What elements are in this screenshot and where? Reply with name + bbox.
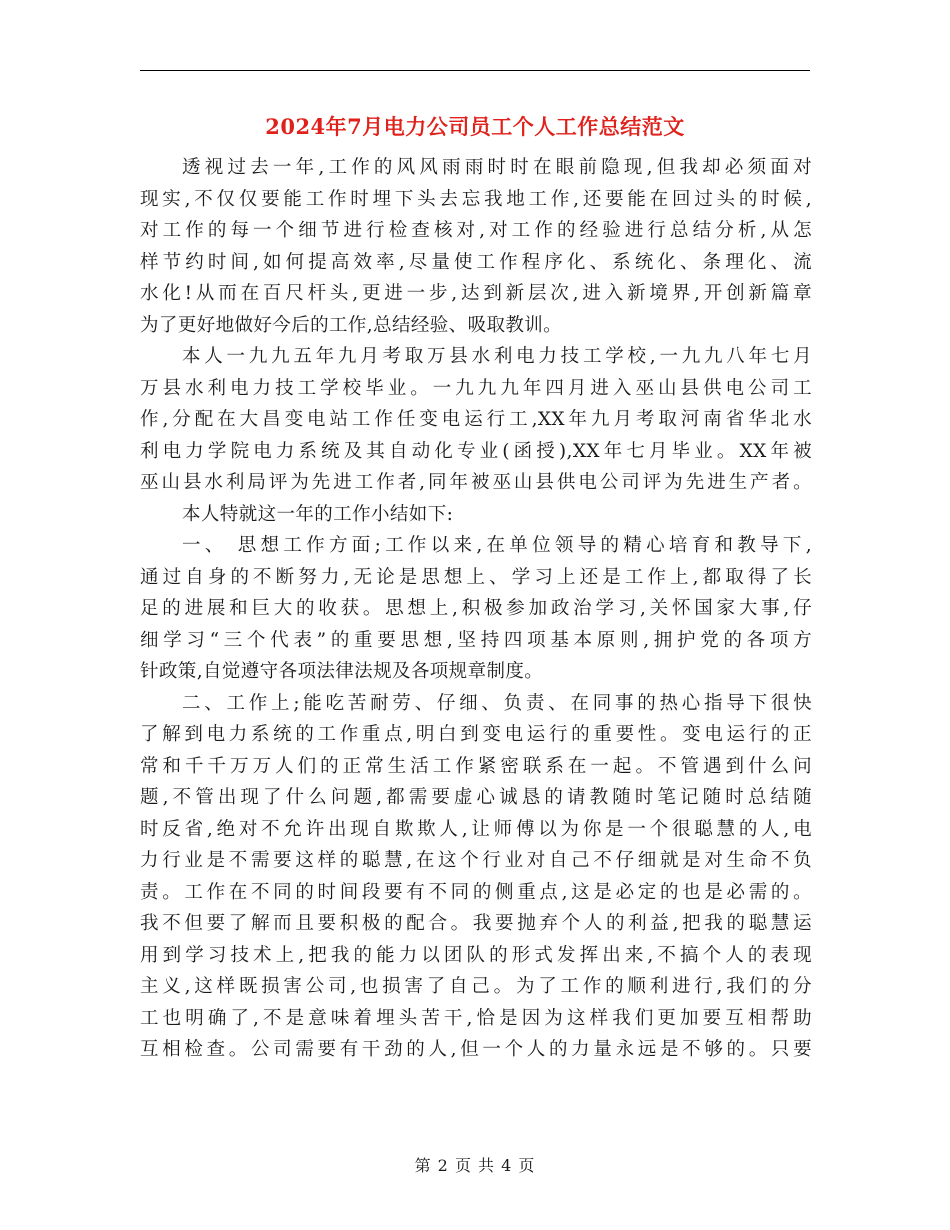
text-line: 主义,这样既损害公司,也损害了自己。为了工作的顺利进行,我们的分: [140, 976, 812, 997]
text-line: 我不但要了解而且要积极的配合。我要抛弃个人的利益,把我的聪慧运: [140, 913, 812, 934]
text-line: 本人一九九五年九月考取万县水利电力技工学校,一九九八年七月: [182, 346, 812, 367]
text-line: 本人特就这一年的工作小结如下:: [182, 503, 454, 525]
text-line: 一、 思想工作方面;工作以来,在单位领导的精心培育和教导下,: [182, 535, 812, 556]
text-line: 时反省,绝对不允许出现自欺欺人,让师傅以为你是一个很聪慧的人,电: [140, 818, 812, 840]
text-line: 万县水利电力技工学校毕业。一九九九年四月进入巫山县供电公司工: [140, 377, 812, 399]
text-line: 常和千千万万人们的正常生活工作紧密联系在一起。不管遇到什么问: [140, 755, 812, 777]
text-line: 二、工作上;能吃苦耐劳、仔细、负责、在同事的热心指导下很快: [182, 692, 812, 714]
text-line: 巫山县水利局评为先进工作者,同年被巫山县供电公司评为先进生产者。: [140, 472, 812, 493]
document-body: [140, 152, 812, 1066]
text-line: 工也明确了,不是意味着埋头苦干,恰是因为这样我们更加要互相帮助: [140, 1007, 812, 1029]
document-title: 2024年7月电力公司员工个人工作总结范文: [265, 114, 685, 139]
header-rule: [140, 70, 810, 71]
text-line: 对工作的每一个细节进行检查核对,对工作的经验进行总结分析,从怎: [140, 220, 812, 241]
text-line: 为了更好地做好今后的工作,总结经验、吸取教训。: [140, 314, 563, 336]
text-line: 足的进展和巨大的收获。思想上,积极参加政治学习,关怀国家大事,仔: [140, 598, 812, 619]
text-line: 细学习“三个代表”的重要思想,坚持四项基本原则,拥护党的各项方: [140, 629, 812, 651]
text-line: 了解到电力系统的工作重点,明白到变电运行的重要性。变电运行的正: [140, 724, 812, 745]
text-line: 针政策,自觉遵守各项法律法规及各项规章制度。: [140, 661, 544, 682]
text-line: 力行业是不需要这样的聪慧,在这个行业对自己不仔细就是对生命不负: [140, 850, 812, 871]
text-line: 互相检查。公司需要有干劲的人,但一个人的力量永远是不够的。只要: [140, 1039, 812, 1060]
text-line: 样节约时间,如何提高效率,尽量使工作程序化、系统化、条理化、流: [140, 251, 812, 273]
text-line: 水化!从而在百尺杆头,更进一步,达到新层次,进入新境界,开创新篇章: [140, 283, 812, 304]
text-line: 责。工作在不同的时间段要有不同的侧重点,这是必定的也是必需的。: [140, 881, 812, 903]
text-line: 用到学习技术上,把我的能力以团队的形式发挥出来,不搞个人的表现: [140, 944, 812, 966]
text-line: 现实,不仅仅要能工作时埋下头去忘我地工作,还要能在回过头的时候,: [140, 188, 812, 210]
page-number: 第 2 页 共 4 页: [414, 1156, 536, 1175]
text-line: 作,分配在大昌变电站工作任变电运行工,XX年九月考取河南省华北水: [140, 409, 812, 430]
text-line: 通过自身的不断努力,无论是思想上、学习上还是工作上,都取得了长: [140, 566, 812, 588]
text-line: 透视过去一年,工作的风风雨雨时时在眼前隐现,但我却必须面对: [182, 157, 812, 178]
text-line: 题,不管出现了什么问题,都需要虚心诚恳的请教随时笔记随时总结随: [140, 787, 812, 808]
text-line: 利电力学院电力系统及其自动化专业(函授),XX年七月毕业。XX年被: [140, 440, 812, 462]
